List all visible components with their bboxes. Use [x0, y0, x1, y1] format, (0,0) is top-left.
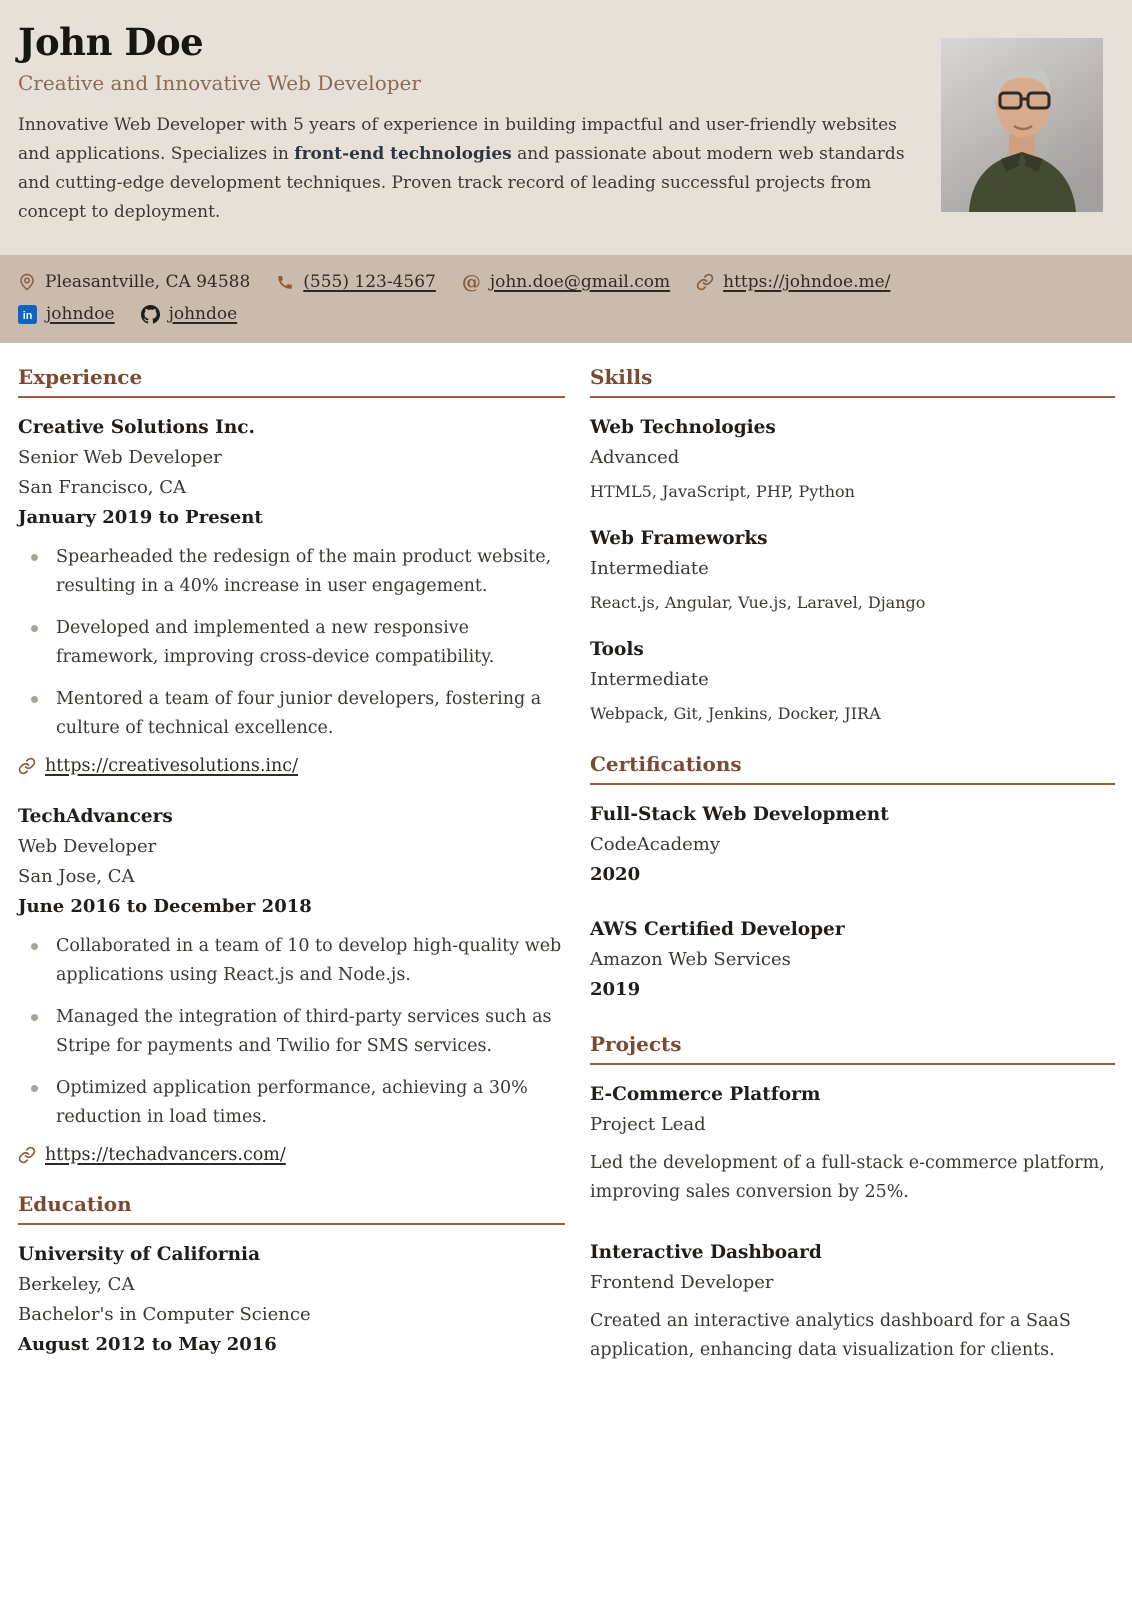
certification-issuer: Amazon Web Services [590, 949, 791, 970]
education-dates: August 2012 to May 2016 [18, 1334, 277, 1355]
job-dates: January 2019 to Present [18, 507, 263, 528]
job-bullet: Managed the integration of third-party services such as Stripe for payments and Twilio for SMS services. [18, 1003, 565, 1061]
page-title: John Doe [18, 20, 204, 64]
profile-photo [941, 38, 1103, 212]
linkedin-glyph: in [22, 309, 33, 322]
contact-bar [0, 255, 1132, 343]
job-bullet-list [18, 932, 565, 1132]
education-heading: Education [18, 1192, 565, 1225]
skill-keywords: React.js, Angular, Vue.js, Laravel, Django [590, 593, 926, 612]
job-bullet-list [18, 543, 565, 743]
project-item [590, 1238, 1115, 1365]
at-icon: @ [461, 271, 481, 293]
project-item [590, 1080, 1115, 1207]
certification-item [590, 915, 1115, 1005]
project-role: Frontend Developer [590, 1272, 774, 1293]
header [0, 0, 1132, 255]
contact-github [141, 304, 238, 324]
website-link[interactable]: https://johndoe.me/ [723, 272, 891, 292]
contact-linkedin [18, 304, 115, 324]
skill-name: Tools [590, 639, 644, 660]
job-location: San Jose, CA [18, 866, 135, 887]
school-name: University of California [18, 1244, 261, 1265]
skill-group [590, 635, 1115, 725]
map-pin-icon [18, 273, 36, 291]
project-description: Led the development of a full-stack e-commerce platform, improving sales conversion by 25%. [590, 1153, 1105, 1202]
experience-item [18, 802, 565, 1165]
job-bullet: Spearheaded the redesign of the main product website, resulting in a 40% increase in user engagement. [18, 543, 565, 601]
summary-text-before: Innovative Web Developer with 5 years of experience in building impactful and user-friendly websites and applications. Specializes in [18, 115, 897, 164]
degree: Bachelor's in Computer Science [18, 1304, 311, 1325]
headline: Creative and Innovative Web Developer [18, 71, 421, 95]
skills-heading: Skills [590, 365, 1115, 398]
company-name: Creative Solutions Inc. [18, 417, 255, 438]
section-certifications [590, 752, 1115, 1005]
job-bullet: Collaborated in a team of 10 to develop high-quality web applications using React.js and Node.js. [18, 932, 565, 990]
contact-phone [276, 272, 436, 292]
section-education [18, 1192, 565, 1360]
education-item [18, 1240, 565, 1360]
certification-year: 2020 [590, 864, 641, 885]
company-link-row [18, 1145, 565, 1165]
skill-level: Advanced [590, 447, 680, 468]
company-link-row [18, 756, 565, 776]
project-description: Created an interactive analytics dashboard for a SaaS application, enhancing data visualization for clients. [590, 1311, 1071, 1360]
linkedin-icon [18, 305, 37, 324]
skill-group [590, 413, 1115, 503]
location-text: Pleasantville, CA 94588 [45, 272, 251, 292]
skill-keywords: Webpack, Git, Jenkins, Docker, JIRA [590, 704, 881, 723]
certification-item [590, 800, 1115, 890]
contact-email [462, 272, 670, 292]
project-name: Interactive Dashboard [590, 1242, 822, 1263]
section-skills [590, 365, 1115, 725]
certification-year: 2019 [590, 979, 641, 1000]
email-link[interactable]: john.doe@gmail.com [489, 272, 671, 292]
job-dates: June 2016 to December 2018 [18, 896, 312, 917]
job-location: San Francisco, CA [18, 477, 187, 498]
phone-icon [276, 273, 294, 291]
contact-row-2 [18, 304, 1114, 324]
section-projects [590, 1032, 1115, 1365]
company-url-link[interactable]: https://creativesolutions.inc/ [45, 756, 298, 776]
body-columns [0, 343, 1132, 1396]
job-bullet: Mentored a team of four junior developers, fostering a culture of technical excellence. [18, 685, 565, 743]
header-text [18, 20, 908, 227]
job-bullet: Developed and implemented a new responsive framework, improving cross-device compatibility. [18, 614, 565, 672]
phone-link[interactable]: (555) 123-4567 [303, 272, 436, 292]
left-column [18, 365, 565, 1387]
job-bullet: Optimized application performance, achieving a 30% reduction in load times. [18, 1074, 565, 1132]
certification-name: Full-Stack Web Development [590, 804, 889, 825]
experience-heading: Experience [18, 365, 565, 398]
summary-paragraph [18, 111, 908, 227]
skill-group [590, 524, 1115, 614]
github-icon [141, 305, 160, 324]
skill-level: Intermediate [590, 558, 709, 579]
job-role: Web Developer [18, 836, 157, 857]
company-url-link[interactable]: https://techadvancers.com/ [45, 1145, 286, 1165]
job-role: Senior Web Developer [18, 447, 222, 468]
skill-name: Web Frameworks [590, 528, 768, 549]
github-link[interactable]: johndoe [168, 304, 238, 324]
school-location: Berkeley, CA [18, 1274, 135, 1295]
section-experience [18, 365, 565, 1165]
company-name: TechAdvancers [18, 806, 173, 827]
certification-issuer: CodeAcademy [590, 834, 721, 855]
link-icon [18, 757, 36, 775]
experience-item [18, 413, 565, 776]
contact-location [18, 272, 250, 292]
certification-name: AWS Certified Developer [590, 919, 845, 940]
projects-heading: Projects [590, 1032, 1115, 1065]
skill-level: Intermediate [590, 669, 709, 690]
project-role: Project Lead [590, 1114, 706, 1135]
project-name: E-Commerce Platform [590, 1084, 821, 1105]
link-icon [18, 1146, 36, 1164]
link-icon [696, 273, 714, 291]
profile-photo-illustration [941, 38, 1103, 212]
summary-text-after: and passionate about modern web standards and cutting-edge development techniques. Proven track record of leading successful projects from concept to deployment. [18, 144, 905, 222]
contact-row-1 [18, 272, 1114, 292]
right-column [590, 365, 1115, 1396]
contact-website [696, 272, 890, 292]
summary-highlight: front-end technologies [294, 144, 512, 164]
certifications-heading: Certifications [590, 752, 1115, 785]
skill-keywords: HTML5, JavaScript, PHP, Python [590, 482, 855, 501]
skill-name: Web Technologies [590, 417, 776, 438]
linkedin-link[interactable]: johndoe [46, 304, 115, 324]
